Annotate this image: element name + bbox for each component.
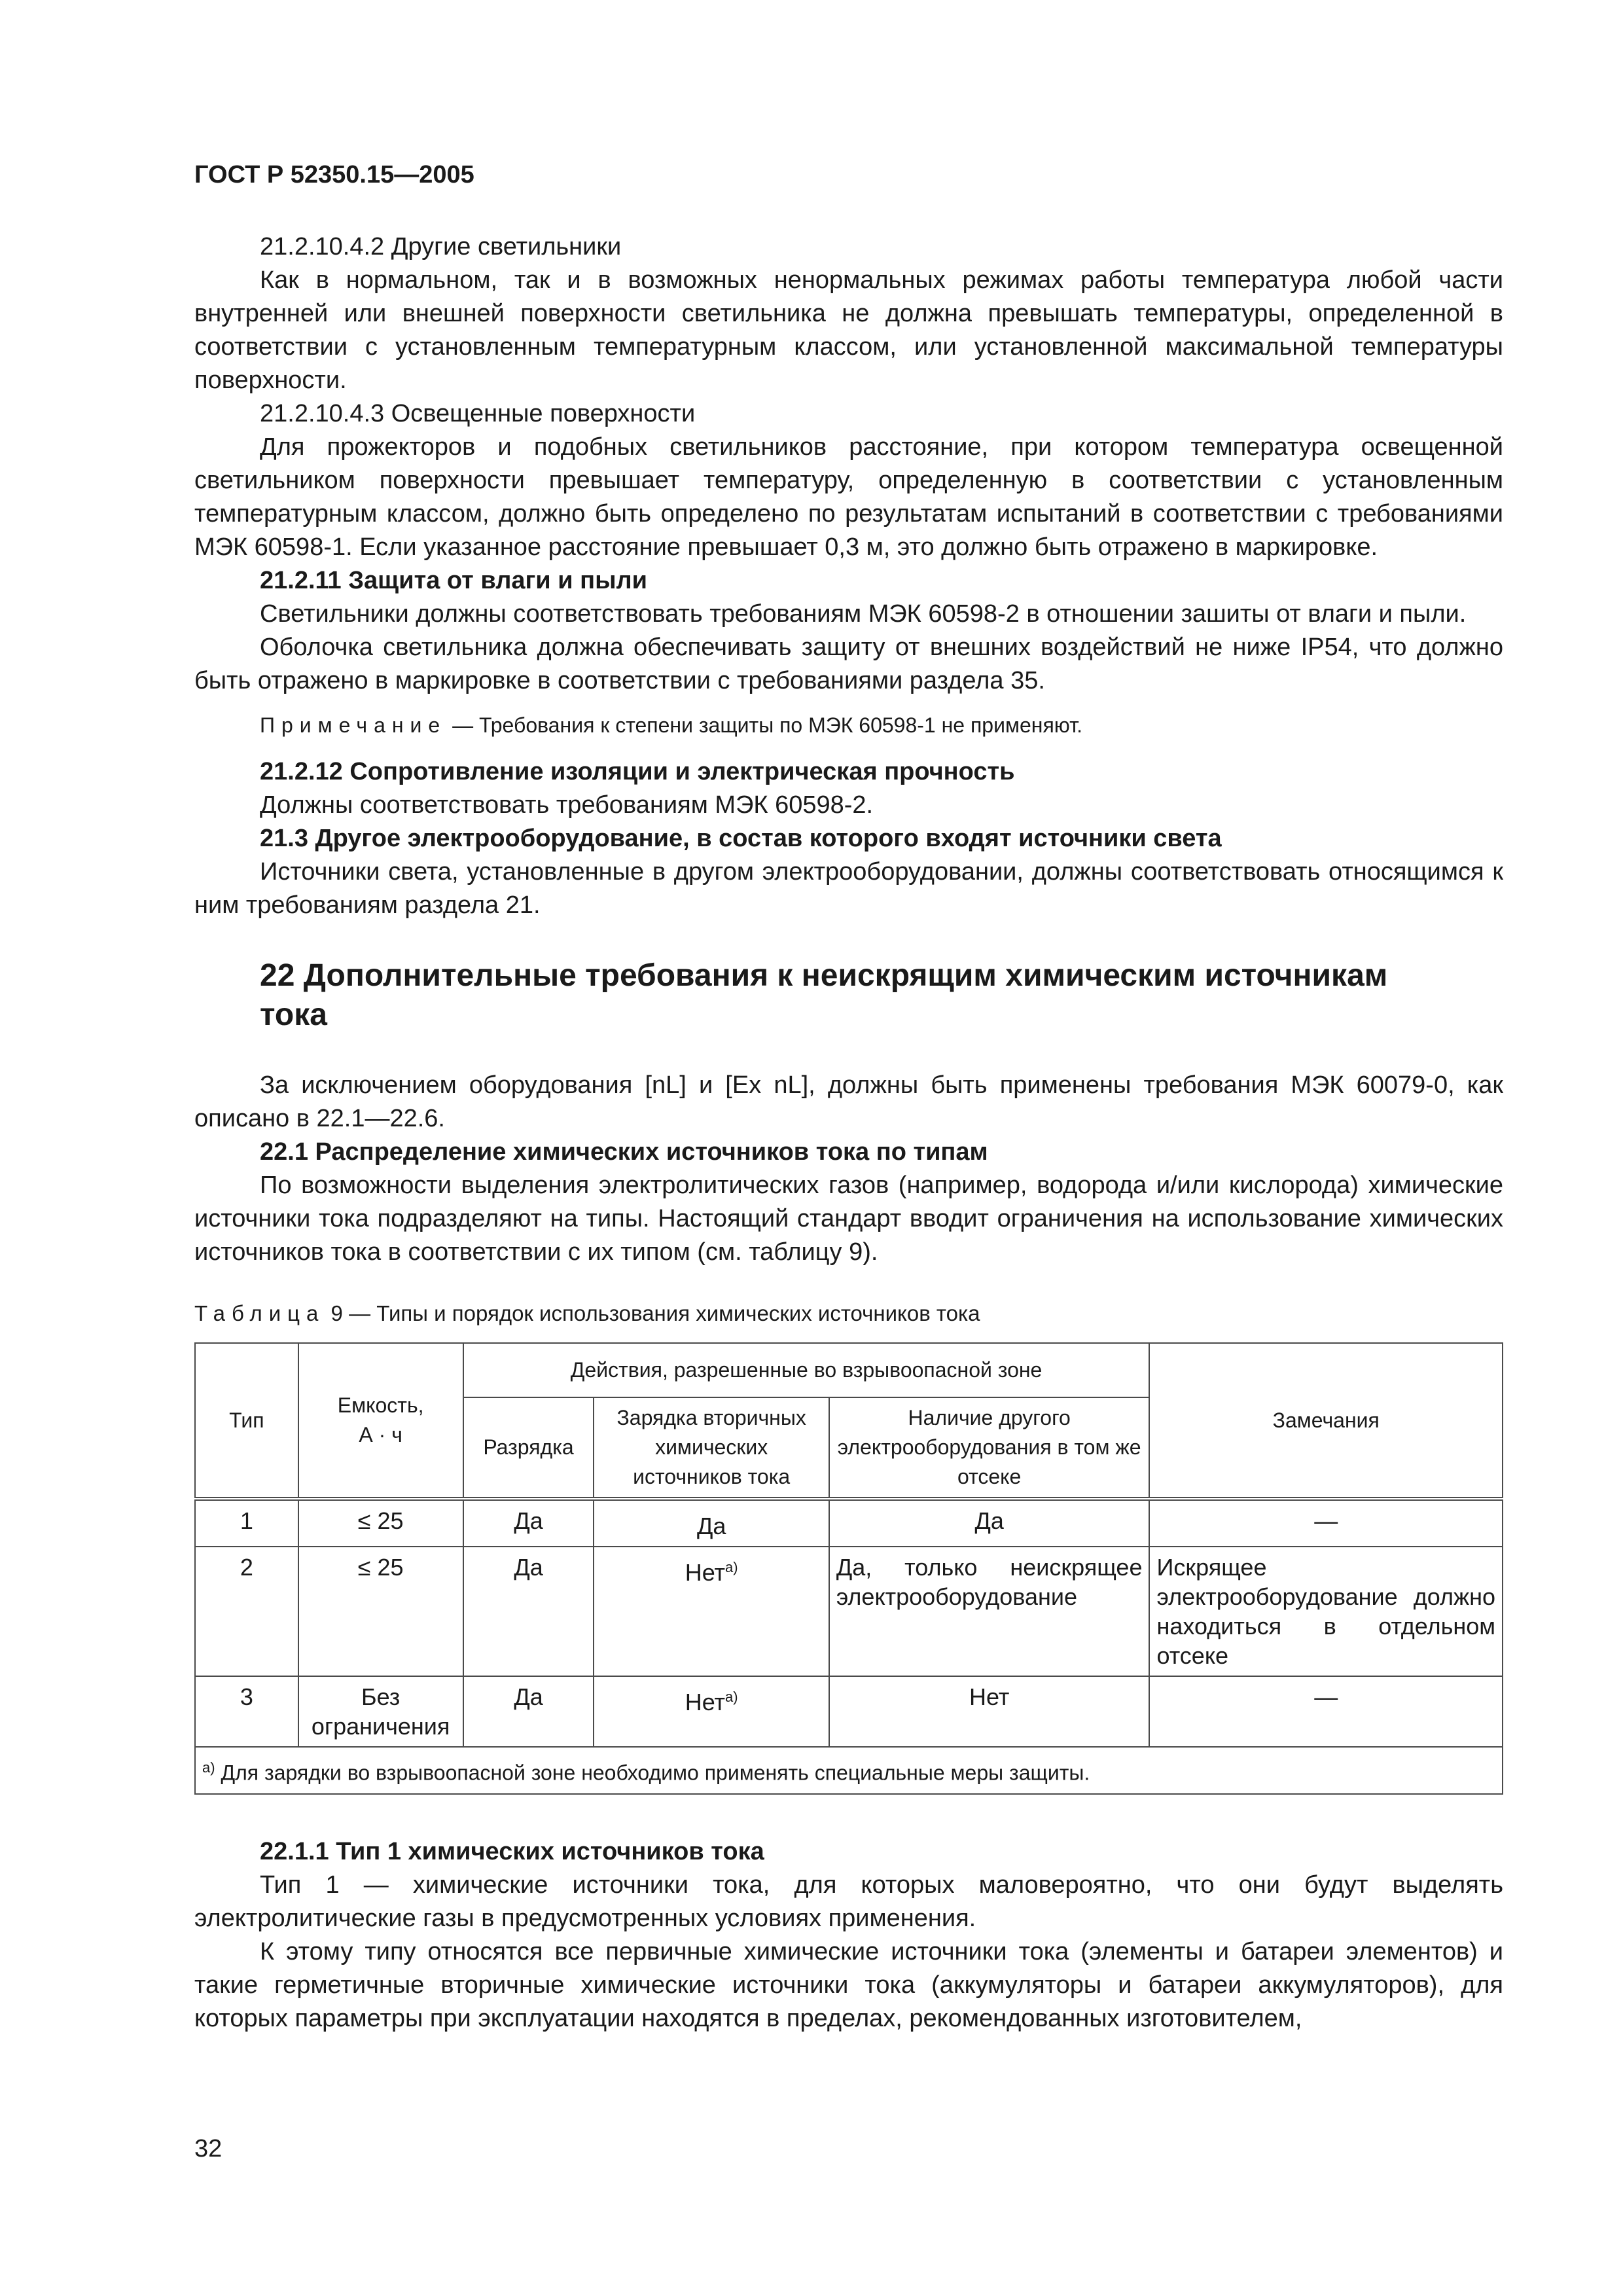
table-caption-label: Таблица <box>194 1301 325 1325</box>
cell-discharge: Да <box>463 1547 594 1676</box>
cell-charging-footnote-mark: а) <box>725 1689 738 1705</box>
section-21-2-11-text-1: Светильники должны соответствовать требованиям МЭК 60598-2 в отношении зашиты от влаги и пыли. <box>260 600 1467 628</box>
note-label: Примечание <box>260 713 447 737</box>
page-body <box>194 230 1503 2036</box>
cell-remarks: Искрящее электрооборудование должно находиться в отдельном отсеке <box>1149 1547 1503 1676</box>
cell-other-equipment: Да <box>829 1499 1150 1547</box>
header-capacity-line-1: Емкость, <box>337 1393 424 1417</box>
cell-type: 3 <box>195 1676 298 1747</box>
header-actions: Действия, разрешенные во взрывоопасной зоне <box>463 1343 1150 1397</box>
table-row <box>195 1547 1503 1676</box>
cell-capacity: ≤ 25 <box>298 1547 463 1676</box>
cell-capacity: ≤ 25 <box>298 1499 463 1547</box>
note <box>194 711 1503 740</box>
header-capacity <box>298 1343 463 1499</box>
section-21-3-text: Источники света, установленные в другом электрооборудовании, должны соответствовать относящимся к ним требованиям раздела 21. <box>194 858 1503 919</box>
document-id-header: ГОСТ Р 52350.15—2005 <box>194 161 474 188</box>
section-21-3-heading: 21.3 Другое электрооборудование, в состав которого входят источники света <box>260 825 1222 852</box>
note-text: — Требования к степени защиты по МЭК 60598-1 не применяют. <box>446 713 1083 737</box>
cell-charging <box>594 1499 829 1547</box>
section-21-2-12-heading: 21.2.12 Сопротивление изоляции и электрическая прочность <box>260 758 1015 785</box>
section-21-2-10-4-3-text: Для прожекторов и подобных светильников расстояние, при котором температура освещенной светильником поверхности превышает температуру, определенную в соответствии с установленным температурным классом, должно быть определено по результатам испытаний в соответствии с требованиями МЭК 60598-1. Если указанное расстояние превышает 0,3 м, это должно быть отражено в маркировке. <box>194 433 1503 561</box>
section-22-1-1-heading: 22.1.1 Тип 1 химических источников тока <box>260 1837 764 1865</box>
section-21-2-12-text: Должны соответствовать требованиям МЭК 60598-2. <box>260 791 874 819</box>
cell-charging-footnote-mark: а) <box>725 1559 738 1575</box>
cell-type: 2 <box>195 1547 298 1676</box>
section-21-2-11-text-2: Оболочка светильника должна обеспечивать защиту от внешних воздействий не ниже IP54, что должно быть отражено в маркировке в соответствии с требованиями раздела 35. <box>194 634 1503 694</box>
header-type: Тип <box>195 1343 298 1499</box>
cell-charging-text: Нет <box>685 1559 726 1586</box>
cell-remarks: — <box>1149 1499 1503 1547</box>
section-22-1-1-text-1: Тип 1 — химические источники тока, для которых маловероятно, что они будут выделять электролитические газы в предусмотренных условиях применения. <box>194 1871 1503 1932</box>
table-footnote <box>195 1747 1503 1794</box>
cell-remarks: — <box>1149 1676 1503 1747</box>
table-9 <box>194 1342 1503 1795</box>
header-discharge: Разрядка <box>463 1397 594 1499</box>
section-21-2-11-heading: 21.2.11 Защита от влаги и пыли <box>260 567 648 594</box>
section-21-2-10-4-2-text: Как в нормальном, так и в возможных ненормальных режимах работы температура любой части внутренней или внешней поверхности светильника не должна превышать температуры, определенной в соответствии с установленным температурным классом, или установленной максимальной температуры поверхности. <box>194 266 1503 394</box>
cell-other-equipment: Нет <box>829 1676 1150 1747</box>
table-footnote-mark: а) <box>202 1759 215 1776</box>
cell-charging <box>594 1676 829 1747</box>
cell-capacity: Без ограничения <box>298 1676 463 1747</box>
cell-other-equipment: Да, только неискрящее электрооборудование <box>829 1547 1150 1676</box>
cell-type: 1 <box>195 1499 298 1547</box>
cell-charging-text: Да <box>696 1513 726 1539</box>
header-other-equipment: Наличие другого электрооборудования в том же отсеке <box>829 1397 1150 1499</box>
section-22-1-1-text-2: К этому типу относятся все первичные химические источники тока (элементы и батареи элементов) и такие герметичные вторичные химические источники тока (аккумуляторы и батареи аккумуляторов), для которых параметры при эксплуатации находятся в пределах, рекомендованных изготовителем, <box>194 1937 1503 2032</box>
cell-charging-text: Нет <box>685 1689 726 1715</box>
section-21-2-10-4-3-title: 21.2.10.4.3 Освещенные поверхности <box>260 400 696 427</box>
section-22-heading: 22 Дополнительные требования к неискрящим химическим источникам тока <box>260 958 1388 1032</box>
table-footnote-text: Для зарядки во взрывоопасной зоне необходимо применять специальные меры защиты. <box>215 1761 1090 1785</box>
table-9-caption <box>194 1299 1503 1328</box>
table-row <box>195 1676 1503 1747</box>
header-capacity-line-2: А · ч <box>359 1423 402 1446</box>
cell-discharge: Да <box>463 1499 594 1547</box>
cell-charging <box>594 1547 829 1676</box>
header-remarks: Замечания <box>1149 1343 1503 1499</box>
table-row <box>195 1499 1503 1547</box>
cell-discharge: Да <box>463 1676 594 1747</box>
section-21-2-10-4-2-title: 21.2.10.4.2 Другие светильники <box>260 233 622 260</box>
section-22-text: За исключением оборудования [nL] и [Ex nL], должны быть применены требования МЭК 60079-0, как описано в 22.1—22.6. <box>194 1071 1503 1132</box>
section-22-1-text: По возможности выделения электролитических газов (например, водорода и/или кислорода) химические источники тока подразделяют на типы. Настоящий стандарт вводит ограничения на использование химических источников тока в соответствии с их типом (см. таблицу 9). <box>194 1172 1503 1266</box>
page-number: 32 <box>194 2135 223 2162</box>
header-charging: Зарядка вторичных химических источников тока <box>594 1397 829 1499</box>
table-caption-text: 9 — Типы и порядок использования химических источников тока <box>325 1301 980 1325</box>
section-22-1-heading: 22.1 Распределение химических источников тока по типам <box>260 1138 988 1166</box>
